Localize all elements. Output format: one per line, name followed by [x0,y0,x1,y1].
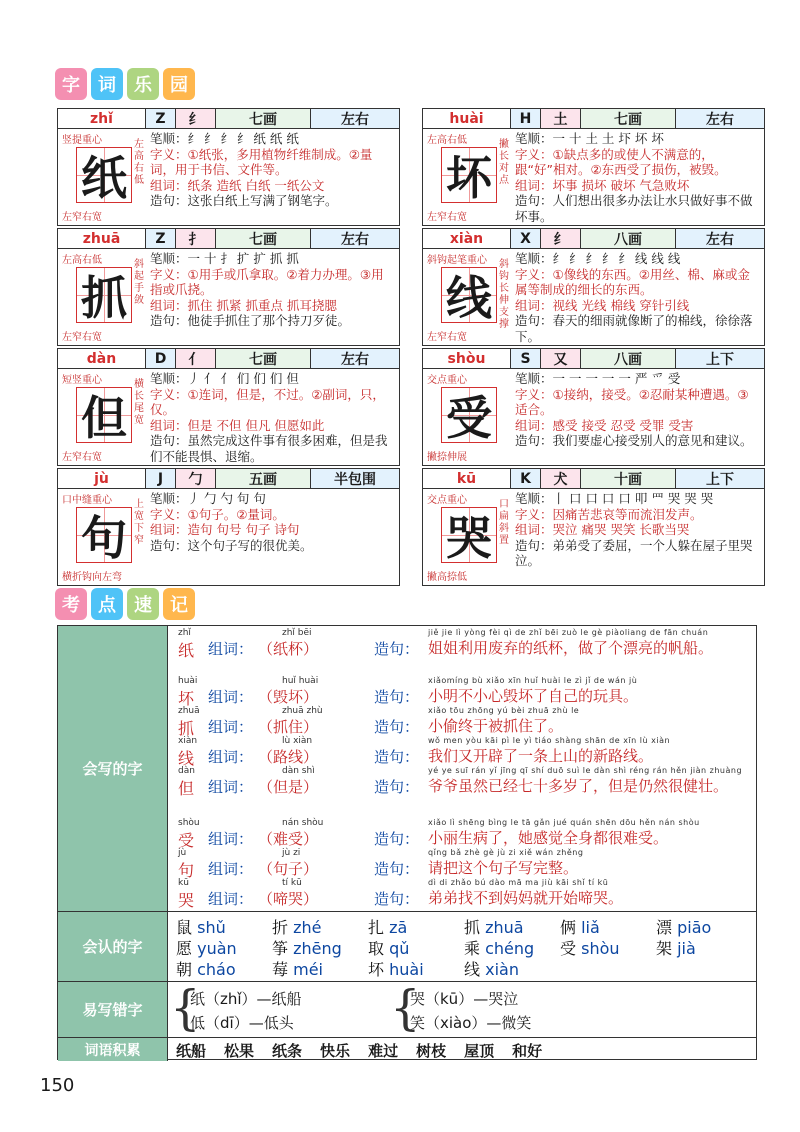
card-strokes: 八画 [581,349,676,368]
zaoju-label: 造句： [374,718,420,736]
stroke-order: 笔顺：一 一 一 一 一 严 爫 受 [515,371,681,386]
write-word-row [174,766,754,796]
big-character: 坏 [441,147,497,203]
word-examples: 组词：哭泣 痛哭 哭笑 长歌当哭 [515,522,690,537]
char-card [57,348,400,466]
writing-note: 竖提重心 [62,135,102,146]
zaoju-label: 造句： [374,748,420,766]
card-structure: 左右 [311,229,399,248]
card-pinyin: huài [423,109,511,128]
answer-word: （啼哭） [258,890,319,908]
char-pinyin: chéng [485,939,535,958]
card-pinyin: dàn [58,349,146,368]
card-pinyin: shòu [423,349,511,368]
brace: { [170,980,201,1036]
meaning: 字义：①纸张，多用植物纤维制成。②量词，用于书信、文件等。 [150,146,373,177]
stroke-order: 笔顺：纟 纟 纟 纟 纟 线 线 线 [515,251,681,266]
accumulated-word: 松果 [224,1042,255,1060]
char-pinyin: zhēng [293,939,342,958]
card-structure: 半包围 [311,469,399,488]
card-structure: 左右 [676,229,764,248]
card-radical: 勹 [176,469,216,488]
sentence-example: 造句：这个句子写的很优美。 [150,537,313,553]
char-pinyin: shǔ [197,918,226,937]
zaoju-label: 造句： [374,860,420,878]
answer-pinyin: tí kū [282,878,302,888]
meaning: 字义：①缺点多的或使人不满意的，跟“好”相对。②东西受了损伤，被毁。 [515,146,727,177]
meaning: 字义：①连词，但是，不过。②副词，只，仅。 [150,386,385,417]
big-character: 线 [441,267,497,323]
card-info [150,251,395,329]
char: 抓 [178,719,195,738]
big-character: 受 [441,387,497,443]
read-char [176,957,236,980]
char-card [422,108,765,226]
char: 取 [368,939,385,958]
char-pinyin: huài [389,960,424,979]
char: 扎 [368,918,385,937]
char-card [422,228,765,346]
card-letter: X [511,229,541,248]
char: 坏 [368,960,385,979]
stroke-order: 笔顺：一 十 土 土 圷 坏 坏 [515,131,664,146]
sentence: 小丽生病了，她感觉全身都很难受。 [428,829,669,847]
write-word-row [174,628,754,658]
meaning: 字义：因痛苦悲哀等而流泪发声。 [515,506,703,522]
char: 莓 [272,960,289,979]
char-card [57,108,400,226]
char-pinyin: kū [178,878,189,888]
card-info [515,251,760,344]
sentence-example: 造句：人们想出很多办法让水只做好事不做坏事。 [515,193,753,224]
char-pinyin: piāo [677,918,712,937]
row-label: 会认的字 [58,912,168,981]
write-word-row [174,878,754,908]
char-pinyin: shòu [581,939,620,958]
card-pinyin: kū [423,469,511,488]
writing-note: 左窄右宽 [62,452,102,463]
zaoju-label: 造句： [374,830,420,848]
writing-note: 左高右低 [62,255,102,266]
word-examples: 组词：感受 接受 忍受 受罪 受害 [515,417,694,433]
card-info [150,491,395,553]
sentence-pinyin: xiǎomíng bù xiǎo xīn huǐ huài le zì jǐ de wán jù [428,676,638,685]
write-word-row [174,848,754,878]
confusing-item: 笑（xiào）—微笑 [410,1014,532,1032]
writing-note: 短竖重心 [62,375,102,386]
card-strokes: 七画 [216,229,311,248]
card-radical: 又 [541,349,581,368]
title-tile: 词 [91,68,123,100]
accumulated-word: 屋顶 [464,1042,495,1060]
writing-note: 交点重心 [427,495,467,506]
sentence-pinyin: xiǎo lì shēng bìng le tā gǎn jué quán shēn dōu hěn nán shòu [428,818,700,827]
zuci-label: 组词： [208,778,254,796]
char-pinyin: jià [677,939,696,958]
meaning: 字义：①接纳，接受。②忍耐某种遭遇。③适合。 [515,386,749,417]
word-examples: 组词：但是 不但 但凡 但愿如此 [150,417,325,433]
card-structure: 左右 [676,109,764,128]
sentence-example: 造句：弟弟受了委屈，一个人躲在屋子里哭泣。 [515,537,753,568]
read-char [272,915,322,938]
card-header [58,109,399,129]
char: 线 [178,749,195,768]
char-pinyin: shòu [178,818,200,828]
char: 但 [178,779,195,798]
answer-word: （难受） [258,830,319,848]
card-strokes: 七画 [581,109,676,128]
writing-note: 交点重心 [427,375,467,386]
section-title-kaodiansuji [55,588,195,620]
read-char [368,957,424,980]
card-header [423,349,764,369]
read-char [464,957,519,980]
char-pinyin: qǔ [389,939,410,958]
write-word-row [174,706,754,736]
answer-pinyin: jù zi [282,848,301,858]
write-word-row [174,818,754,848]
sentence: 姐姐利用废弃的纸杯，做了个漂亮的帆船。 [428,639,714,657]
character-cards [57,108,765,583]
card-pinyin: zhǐ [58,109,146,128]
write-word-row [174,676,754,706]
writing-note: 口扁斜置 [499,499,509,546]
page-number: 150 [40,1075,75,1096]
row-label: 易写错字 [58,982,168,1037]
char: 俩 [560,918,577,937]
stroke-order: 笔顺：丨 口 口 口 口 叩 罒 哭 哭 哭 [515,491,714,506]
zuci-label: 组词： [208,860,254,878]
stroke-order: 笔顺：丿 亻 亻 们 们 们 但 [150,371,299,386]
card-radical: 扌 [176,229,216,248]
stroke-order: 笔顺：一 十 扌 扩 扩 抓 抓 [150,251,299,266]
char-card [422,348,765,466]
writing-note: 横长尾宽 [134,379,144,426]
card-letter: J [146,469,176,488]
card-header [423,229,764,249]
answer-pinyin: huǐ huài [282,676,319,686]
answer-word: （句子） [258,860,319,878]
sentence: 弟弟找不到妈妈就开始啼哭。 [428,889,624,907]
row-label: 会写的字 [58,626,168,911]
card-header [423,109,764,129]
writing-note: 左窄右宽 [62,332,102,343]
char-pinyin: yuàn [197,939,237,958]
card-letter: H [511,109,541,128]
zuci-label: 组词： [208,718,254,736]
card-header [58,349,399,369]
zaoju-label: 造句： [374,890,420,908]
row-can-write [58,626,756,912]
accumulated-word: 纸船 [176,1042,207,1060]
read-char [656,936,696,959]
sentence-pinyin: dì di zhǎo bú dào mā ma jiù kāi shǐ tí kū [428,878,609,887]
read-char [368,936,409,959]
answer-pinyin: dàn shì [282,766,315,776]
confusing-item: 哭（kū）—哭泣 [410,990,519,1008]
writing-note: 撇长对点 [499,139,509,186]
char: 坏 [178,689,195,708]
writing-note: 左高右低 [427,135,467,146]
stroke-order: 笔顺：丿 勹 勺 句 句 [150,491,266,506]
char-pinyin: zhuā [485,918,524,937]
title-tile: 考 [55,588,87,620]
accumulated-word: 树枝 [416,1042,447,1060]
key-points-table [57,625,757,1060]
read-char [656,915,711,938]
card-pinyin: zhuā [58,229,146,248]
write-word-row [174,736,754,766]
word-examples: 组词：造句 句号 句子 诗句 [150,522,300,537]
read-words [168,912,756,981]
sentence-example: 造句：春天的细雨就像断了的棉线，徐徐落下。 [515,313,753,344]
sentence-example: 造句：虽然完成这件事有很多困难，但是我们不能畏惧、退缩。 [150,433,388,464]
meaning: 字义：①句子。②量词。 [150,506,285,522]
char: 架 [656,939,673,958]
char-pinyin: xiàn [178,736,198,746]
card-structure: 左右 [311,109,399,128]
sentence-pinyin: yé ye suī rán yǐ jīng qī shí duō suì le dàn shì réng rán hěn jiàn zhuàng [428,766,743,775]
title-tile: 记 [163,588,195,620]
sentence: 小偷终于被抓住了。 [428,717,564,735]
card-strokes: 五画 [216,469,311,488]
char: 句 [178,861,195,880]
char: 筝 [272,939,289,958]
big-character: 句 [76,507,132,563]
confusing-item: 纸（zhǐ）—纸船 [190,990,302,1008]
read-char [464,915,524,938]
char-pinyin: dàn [178,766,195,776]
char: 愿 [176,939,193,958]
accumulate-list [176,1040,560,1061]
answer-word: （抓住） [258,718,319,736]
read-char [272,936,342,959]
writing-note: 左高右低 [134,139,144,186]
big-character: 纸 [76,147,132,203]
answer-pinyin: zhǐ bēi [282,628,312,638]
sentence: 我们又开辟了一条上山的新路线。 [428,747,654,765]
char: 抓 [464,918,481,937]
accumulate-words [168,1038,756,1061]
card-letter: K [511,469,541,488]
sentence-example: 造句：这张白纸上写满了钢笔字。 [150,193,338,208]
writing-note: 斜钩起笔重心 [427,255,487,266]
char: 朝 [176,960,193,979]
char: 乘 [464,939,481,958]
zaoju-label: 造句： [374,640,420,658]
card-radical: 纟 [176,109,216,128]
char-card [57,468,400,586]
answer-word: （纸杯） [258,640,319,658]
sentence-pinyin: jiě jie lì yòng fèi qì de zhǐ bēi zuò le gè piàoliang de fān chuán [428,628,709,637]
char-pinyin: xiàn [485,960,519,979]
writing-note: 斜钩长伸支撑 [499,259,509,330]
char-pinyin: zhǐ [178,628,191,638]
card-header [58,229,399,249]
word-examples: 组词：纸条 造纸 白纸 一纸公文 [150,177,325,193]
sentence: 请把这个句子写完整。 [428,859,579,877]
card-pinyin: xiàn [423,229,511,248]
card-strokes: 十画 [581,469,676,488]
card-structure: 左右 [311,349,399,368]
card-strokes: 七画 [216,109,311,128]
char-pinyin: cháo [197,960,236,979]
meaning: 字义：①像线的东西。②用丝、棉、麻或金属等制成的细长的东西。 [515,266,750,297]
accumulated-word: 快乐 [320,1042,351,1060]
char-card [57,228,400,346]
writing-note: 左窄右宽 [62,212,102,223]
sentence-example: 造句：他徒手抓住了那个持刀歹徒。 [150,313,351,328]
read-char [464,936,534,959]
read-char [560,915,600,938]
writing-note: 上宽下窄 [134,499,144,546]
title-tile: 点 [91,588,123,620]
word-examples: 组词：视线 光线 棉线 穿针引线 [515,297,690,313]
answer-pinyin: nán shòu [282,818,324,828]
card-radical: 犬 [541,469,581,488]
accumulated-word: 难过 [368,1042,399,1060]
row-can-read [58,912,756,982]
sentence-example: 造句：我们要虚心接受别人的意见和建议。 [515,433,753,448]
write-words [168,626,756,911]
card-pinyin: jù [58,469,146,488]
word-examples: 组词：坏事 损坏 破坏 气急败坏 [515,177,690,193]
brace: { [390,980,421,1036]
confusing-item: 低（dī）—低头 [190,1014,294,1032]
sentence: 爷爷虽然已经七十多岁了，但是仍然很健壮。 [428,777,729,795]
char: 漂 [656,918,673,937]
accumulated-word: 和好 [512,1042,543,1060]
zuci-label: 组词： [208,688,254,706]
sentence-pinyin: wǒ men yòu kāi pì le yì tiáo shàng shān de xīn lù xiàn [428,736,671,745]
read-char [176,936,237,959]
accumulated-word: 纸条 [272,1042,303,1060]
card-info [515,491,760,569]
read-char [176,915,226,938]
row-accumulate [58,1038,756,1061]
card-header [58,469,399,489]
char: 受 [560,939,577,958]
card-info [515,371,760,449]
char: 鼠 [176,918,193,937]
title-tile: 乐 [127,68,159,100]
char-pinyin: liǎ [581,918,600,937]
char-pinyin: zhé [293,918,322,937]
title-tile: 字 [55,68,87,100]
row-confusing [58,982,756,1038]
card-info [515,131,760,224]
read-char [560,936,620,959]
writing-note: 撇捺伸展 [427,452,467,463]
card-letter: D [146,349,176,368]
confusing-words [168,982,756,1037]
sentence-pinyin: xiǎo tōu zhōng yú bèi zhuā zhù le [428,706,580,715]
zuci-label: 组词： [208,640,254,658]
char: 哭 [178,891,195,910]
answer-word: （路线） [258,748,319,766]
read-char [272,957,323,980]
answer-word: （但是） [258,778,319,796]
char-pinyin: jù [178,848,187,858]
title-tile: 园 [163,68,195,100]
writing-note: 撇高捺低 [427,572,467,583]
stroke-order: 笔顺：纟 纟 纟 纟 纸 纸 纸 [150,131,299,146]
big-character: 哭 [441,507,497,563]
zaoju-label: 造句： [374,778,420,796]
section-title-zicileyuan [55,68,195,100]
card-radical: 亻 [176,349,216,368]
card-letter: S [511,349,541,368]
zuci-label: 组词： [208,748,254,766]
char-card [422,468,765,586]
zaoju-label: 造句： [374,688,420,706]
card-letter: Z [146,229,176,248]
answer-word: （毁坏） [258,688,319,706]
big-character: 抓 [76,267,132,323]
zuci-label: 组词： [208,890,254,908]
writing-note: 横折钩向左弯 [62,572,122,583]
writing-note: 左窄右宽 [427,332,467,343]
meaning: 字义：①用手或爪拿取。②着力办理。③用指或爪挠。 [150,266,384,297]
char-pinyin: méi [293,960,323,979]
card-radical: 纟 [541,229,581,248]
char: 纸 [178,641,195,660]
card-strokes: 八画 [581,229,676,248]
char-pinyin: zā [389,918,408,937]
row-label: 词语积累 [58,1038,168,1061]
read-char [368,915,407,938]
card-letter: Z [146,109,176,128]
card-radical: 土 [541,109,581,128]
answer-pinyin: lù xiàn [282,736,313,746]
card-info [150,371,395,464]
sentence: 小明不小心毁坏了自己的玩具。 [428,687,639,705]
char: 受 [178,831,195,850]
card-structure: 上下 [676,469,764,488]
card-structure: 上下 [676,349,764,368]
char: 线 [464,960,481,979]
card-info [150,131,395,209]
char-pinyin: zhuā [178,706,200,716]
card-strokes: 七画 [216,349,311,368]
char: 折 [272,918,289,937]
writing-note: 左窄右宽 [427,212,467,223]
answer-pinyin: zhuā zhù [282,706,323,716]
zuci-label: 组词： [208,830,254,848]
char-pinyin: huài [178,676,198,686]
writing-note: 口中缝重心 [62,495,112,506]
writing-note: 斜起手敛 [134,259,144,306]
sentence-pinyin: qǐng bǎ zhè gè jù zi xiě wán zhěng [428,848,584,857]
big-character: 但 [76,387,132,443]
word-examples: 组词：抓住 抓紧 抓重点 抓耳挠腮 [150,297,337,313]
card-header [423,469,764,489]
title-tile: 速 [127,588,159,620]
